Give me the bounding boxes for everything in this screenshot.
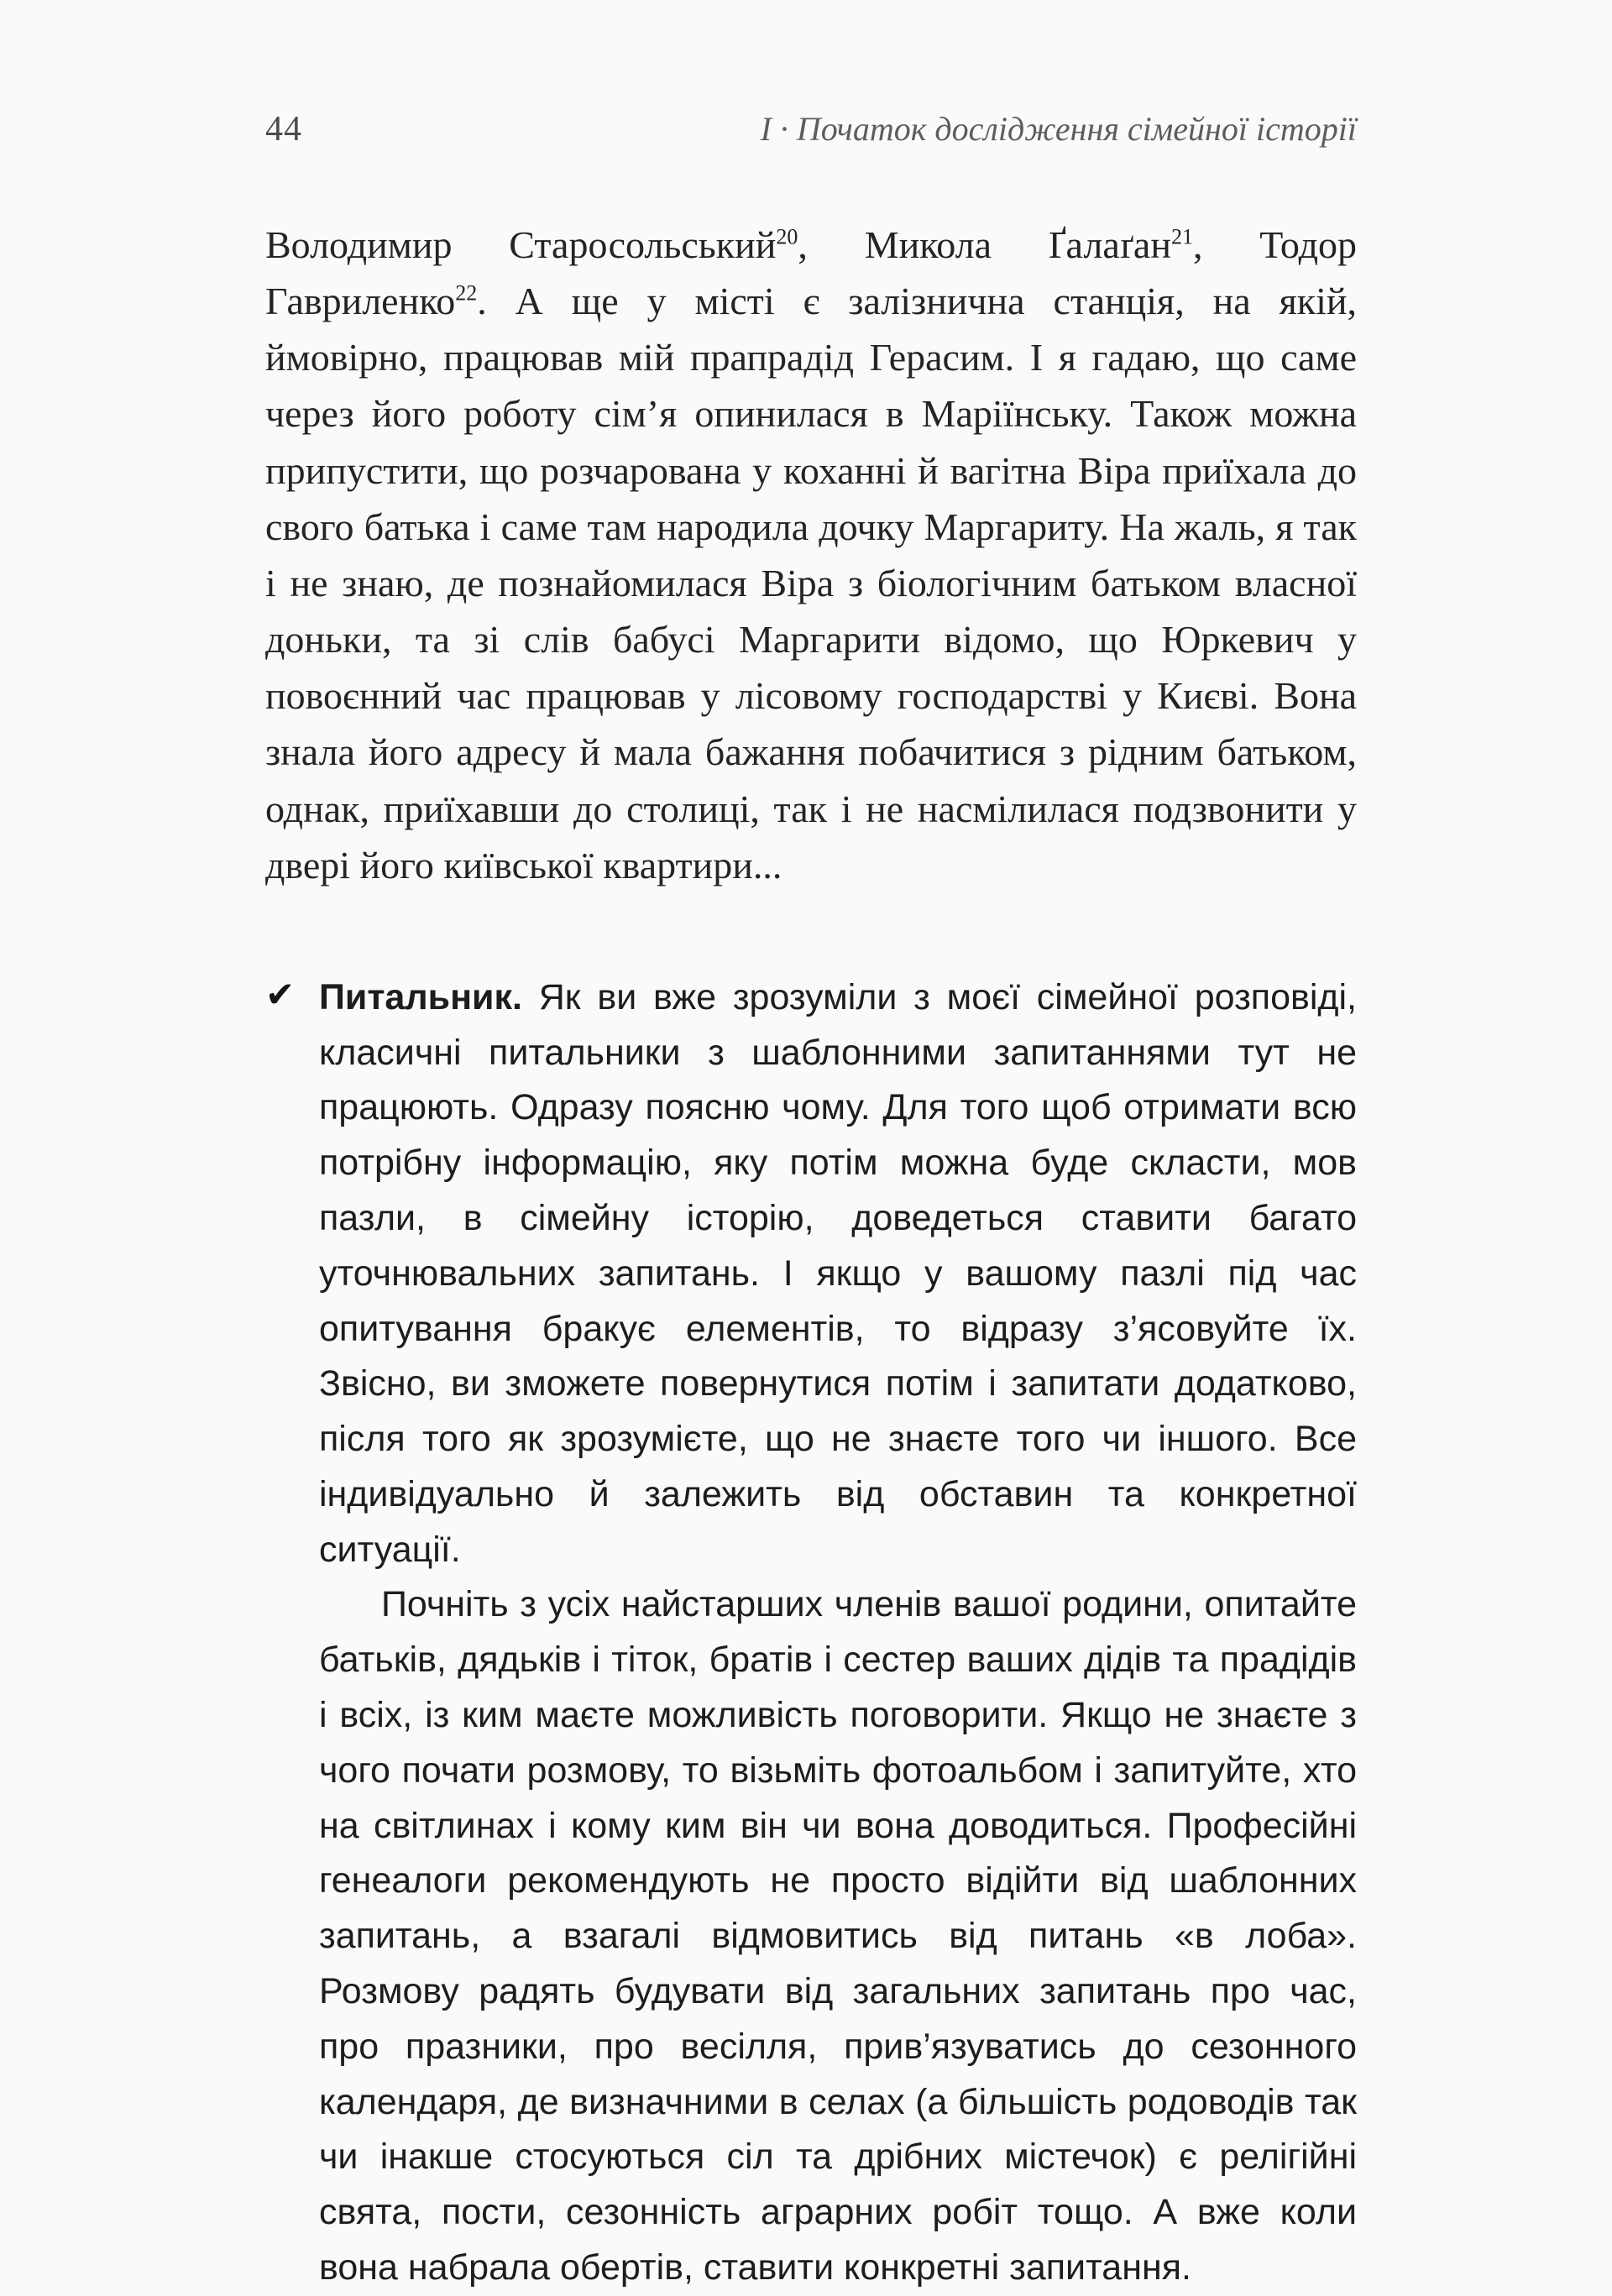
intro-text-run: , Микола Ґалаґан [798, 223, 1171, 266]
questionnaire-label: Питальник. [319, 976, 522, 1017]
questionnaire-section [265, 970, 1357, 2296]
intro-text-run: . А ще у місті є залізнична станція, на якій, ймовірно, працював мій прапрадід Герасим. І я гадаю, що саме через його роботу сім’я опинилася в Маріїнську. Також можна припустити, що розчарована у коханні й вагітна Віра приїхала до свого батька і саме там народила дочку Маргариту. На жаль, я так і не знаю, де познайомилася Віра з біологічним батьком власної доньки, та зі слів бабусі Маргарити відомо, що Юркевич у повоєнний час працював у лісовому господарстві у Києві. Вона знала його адресу й мала бажання побачитися з рідним батьком, однак, приїхавши до столиці, так і не насмілилася подзвонити у двері його київської квартири... [265, 280, 1357, 886]
questionnaire-body [319, 970, 1357, 2296]
footnote-ref-21: 21 [1170, 224, 1193, 249]
footnote-ref-22: 22 [455, 280, 478, 306]
chapter-running-title: І · Початок дослідження сімейної історії [760, 110, 1357, 148]
intro-text-run: , Тодор Гавриленко [265, 223, 1358, 323]
page-header [265, 109, 1357, 149]
checkmark-icon: ✔ [265, 973, 296, 1015]
intro-text-run: Володимир Старосольський [265, 223, 777, 266]
questionnaire-text-run: Як ви вже зрозуміли з моєї сімейної розповіді, класичні питальники з шаблонними запитаннями тут не працюють. Одразу поясню чому. Для того щоб отримати всю потрібну інформацію, яку потім можна буде скласти, мов пазли, в сімейну історію, доведеться ставити багато уточнювальних запитань. І якщо у вашому пазлі під час опитування бракує елементів, то відразу з’ясовуйте їх. Звісно, ви зможете повернутися потім і запитати додатково, після того як зрозумієте, що не знаєте того чи іншого. Все індивідуально й залежить від обставин та конкретної ситуації. [319, 976, 1357, 1570]
page-content [265, 217, 1357, 2296]
footnote-ref-20: 20 [776, 224, 798, 249]
questionnaire-paragraph-1 [319, 970, 1357, 1578]
intro-paragraph [265, 217, 1357, 893]
page-number: 44 [265, 110, 302, 149]
questionnaire-paragraph-2: Почніть з усіх найстарших членів вашої родини, опитайте батьків, дядьків і тіток, братів і сестер ваших дідів та прадідів і всіх, із ким маєте можливість поговорити. Якщо не знаєте з чого почати розмову, то візьміть фотоальбом і запитуйте, хто на світлинах і кому ким він чи вона доводиться. Професійні генеалоги рекомендують не просто відійти від шаблонних запитань, а взагалі відмовитись від питань «в лоба». Розмову радять будувати від загальних запитань про час, про празники, про весілля, прив’язуватись до сезонного календаря, де визначними в селах (а більшість родоводів так чи інакше стосуються сіл та дрібних містечок) є релігійні свята, пости, сезонність аграрних робіт тощо. А вже коли вона набрала обертів, ставити конкретні запитання. [319, 1584, 1357, 2288]
